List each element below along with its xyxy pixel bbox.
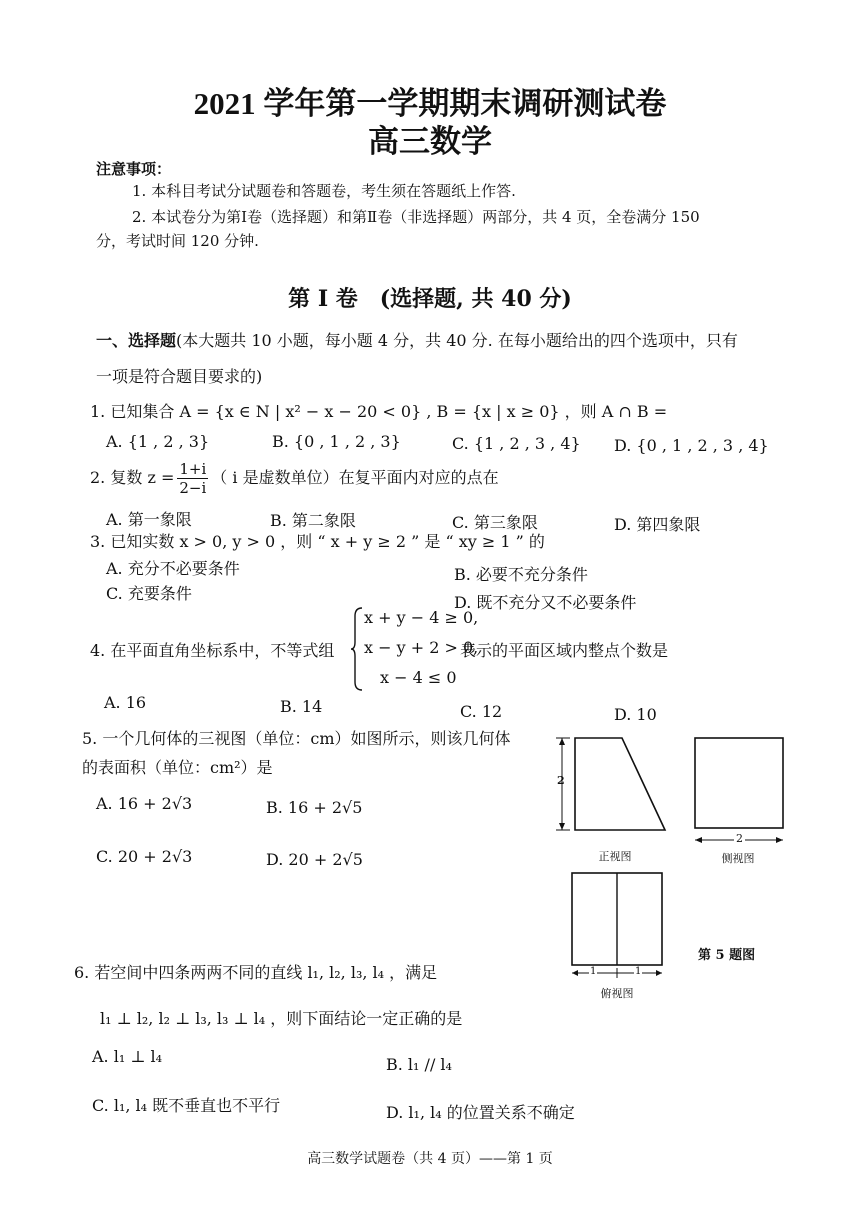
q2-frac-den: 2−i: [179, 479, 207, 497]
q5-option-b: B. 16 + 2√5: [266, 798, 363, 817]
exam-title: 2021 学年第一学期期末调研测试卷: [193, 86, 667, 121]
q4-option-d: D. 10: [614, 705, 657, 724]
q4-system-line-3: x − 4 ≤ 0: [380, 668, 457, 687]
q2-option-c: C. 第三象限: [452, 513, 538, 532]
q3-option-b: B. 必要不充分条件: [454, 565, 588, 584]
q1-stem: 1. 已知集合 A = {x ∈ N | x² − x − 20 < 0} , B = {x | x ≥ 0} ，则 A ∩ B =: [90, 402, 668, 421]
q6-stem-cont: l₁ ⊥ l₂, l₂ ⊥ l₃, l₃ ⊥ l₄ ，则下面结论一定正确的是: [100, 1009, 463, 1028]
q2-option-d: D. 第四象限: [614, 515, 701, 534]
brace-icon: [350, 606, 364, 692]
notice-item-2-cont: 分，考试时间 120 分钟.: [96, 232, 259, 250]
q4-stem-pre: 4. 在平面直角坐标系中，不等式组: [90, 641, 335, 660]
q6-stem: 6. 若空间中四条两两不同的直线 l₁, l₂, l₃, l₄ ，满足: [74, 963, 438, 982]
q3-option-c: C. 充要条件: [106, 584, 192, 603]
q5-option-c: C. 20 + 2√3: [96, 847, 193, 866]
q5-side-view-caption: 侧视图: [721, 852, 755, 865]
q5-stem-cont: 的表面积（单位：cm²）是: [82, 758, 273, 777]
q5-dim-height-label: 2: [557, 774, 565, 787]
q6-option-c: C. l₁, l₄ 既不垂直也不平行: [92, 1096, 281, 1115]
exam-subject: 高三数学: [368, 124, 492, 159]
q6-option-a: A. l₁ ⊥ l₄: [92, 1047, 163, 1066]
q6-option-d: D. l₁, l₄ 的位置关系不确定: [386, 1103, 575, 1122]
front-view-shape: [575, 738, 665, 830]
q2-option-b: B. 第二象限: [270, 511, 356, 530]
notice-item-1: 1. 本科目考试分试题卷和答题卷，考生须在答题纸上作答.: [132, 182, 516, 200]
q5-three-views-figure: [550, 728, 800, 1008]
q5-top-view-caption: 俯视图: [600, 987, 634, 1000]
q2-stem-post: （ i 是虚数单位）在复平面内对应的点在: [211, 468, 499, 487]
q5-figure-caption: 第 5 题图: [698, 948, 756, 963]
q2-stem-pre: 2. 复数 z =: [90, 468, 175, 487]
part-intro-text: (本大题共 10 小题，每小题 4 分，共 40 分. 在每小题给出的四个选项中，只有: [176, 331, 738, 350]
q5-option-d: D. 20 + 2√5: [266, 850, 363, 869]
q1-option-d: D. {0 , 1 , 2 , 3 , 4}: [614, 436, 769, 455]
q4-option-c: C. 12: [460, 702, 503, 721]
page-footer: 高三数学试题卷（共 4 页）——第 1 页: [307, 1151, 553, 1167]
q4-option-a: A. 16: [104, 693, 147, 712]
q6-option-b: B. l₁ // l₄: [386, 1055, 452, 1074]
part-intro: [96, 328, 738, 351]
q2-stem: [90, 460, 499, 497]
q4-system-line-2: x − y + 2 > 0,: [364, 638, 479, 657]
section-title: 第 Ⅰ 卷 (选择题, 共 40 分): [288, 286, 572, 312]
q2-fraction: [177, 460, 208, 497]
notice-heading: 注意事项：: [96, 160, 172, 178]
q5-stem: 5. 一个几何体的三视图（单位：cm）如图所示，则该几何体: [82, 729, 511, 748]
q5-dim-right-label: 1: [635, 966, 642, 977]
q5-front-view-caption: 正视图: [598, 850, 632, 863]
q1-option-b: B. {0 , 1 , 2 , 3}: [272, 432, 401, 451]
q5-dim-width-label: 2: [736, 832, 743, 845]
notice-item-2: 2. 本试卷分为第Ⅰ卷（选择题）和第Ⅱ卷（非选择题）两部分，共 4 页，全卷满分 150: [132, 208, 700, 226]
q1-option-a: A. {1 , 2 , 3}: [106, 432, 210, 451]
q2-frac-num: 1+i: [179, 460, 207, 478]
q3-stem: 3. 已知实数 x > 0, y > 0 ，则 “ x + y ≥ 2 ” 是 “ xy ≥ 1 ” 的: [90, 532, 545, 551]
q2-option-a: A. 第一象限: [106, 510, 192, 529]
side-view-shape: [695, 738, 783, 828]
part-intro-line2: 一项是符合题目要求的): [96, 367, 263, 386]
q5-dim-left-label: 1: [590, 966, 597, 977]
q3-option-d: D. 既不充分又不必要条件: [454, 593, 637, 612]
q1-option-c: C. {1 , 2 , 3 , 4}: [452, 434, 581, 453]
q4-system-line-1: x + y − 4 ≥ 0,: [364, 608, 479, 627]
q4-option-b: B. 14: [280, 697, 323, 716]
q5-option-a: A. 16 + 2√3: [96, 794, 193, 813]
part-intro-heading: 一、选择题: [96, 331, 177, 350]
q4-stem-post: 表示的平面区域内整点个数是: [460, 641, 669, 660]
q3-option-a: A. 充分不必要条件: [106, 559, 240, 578]
